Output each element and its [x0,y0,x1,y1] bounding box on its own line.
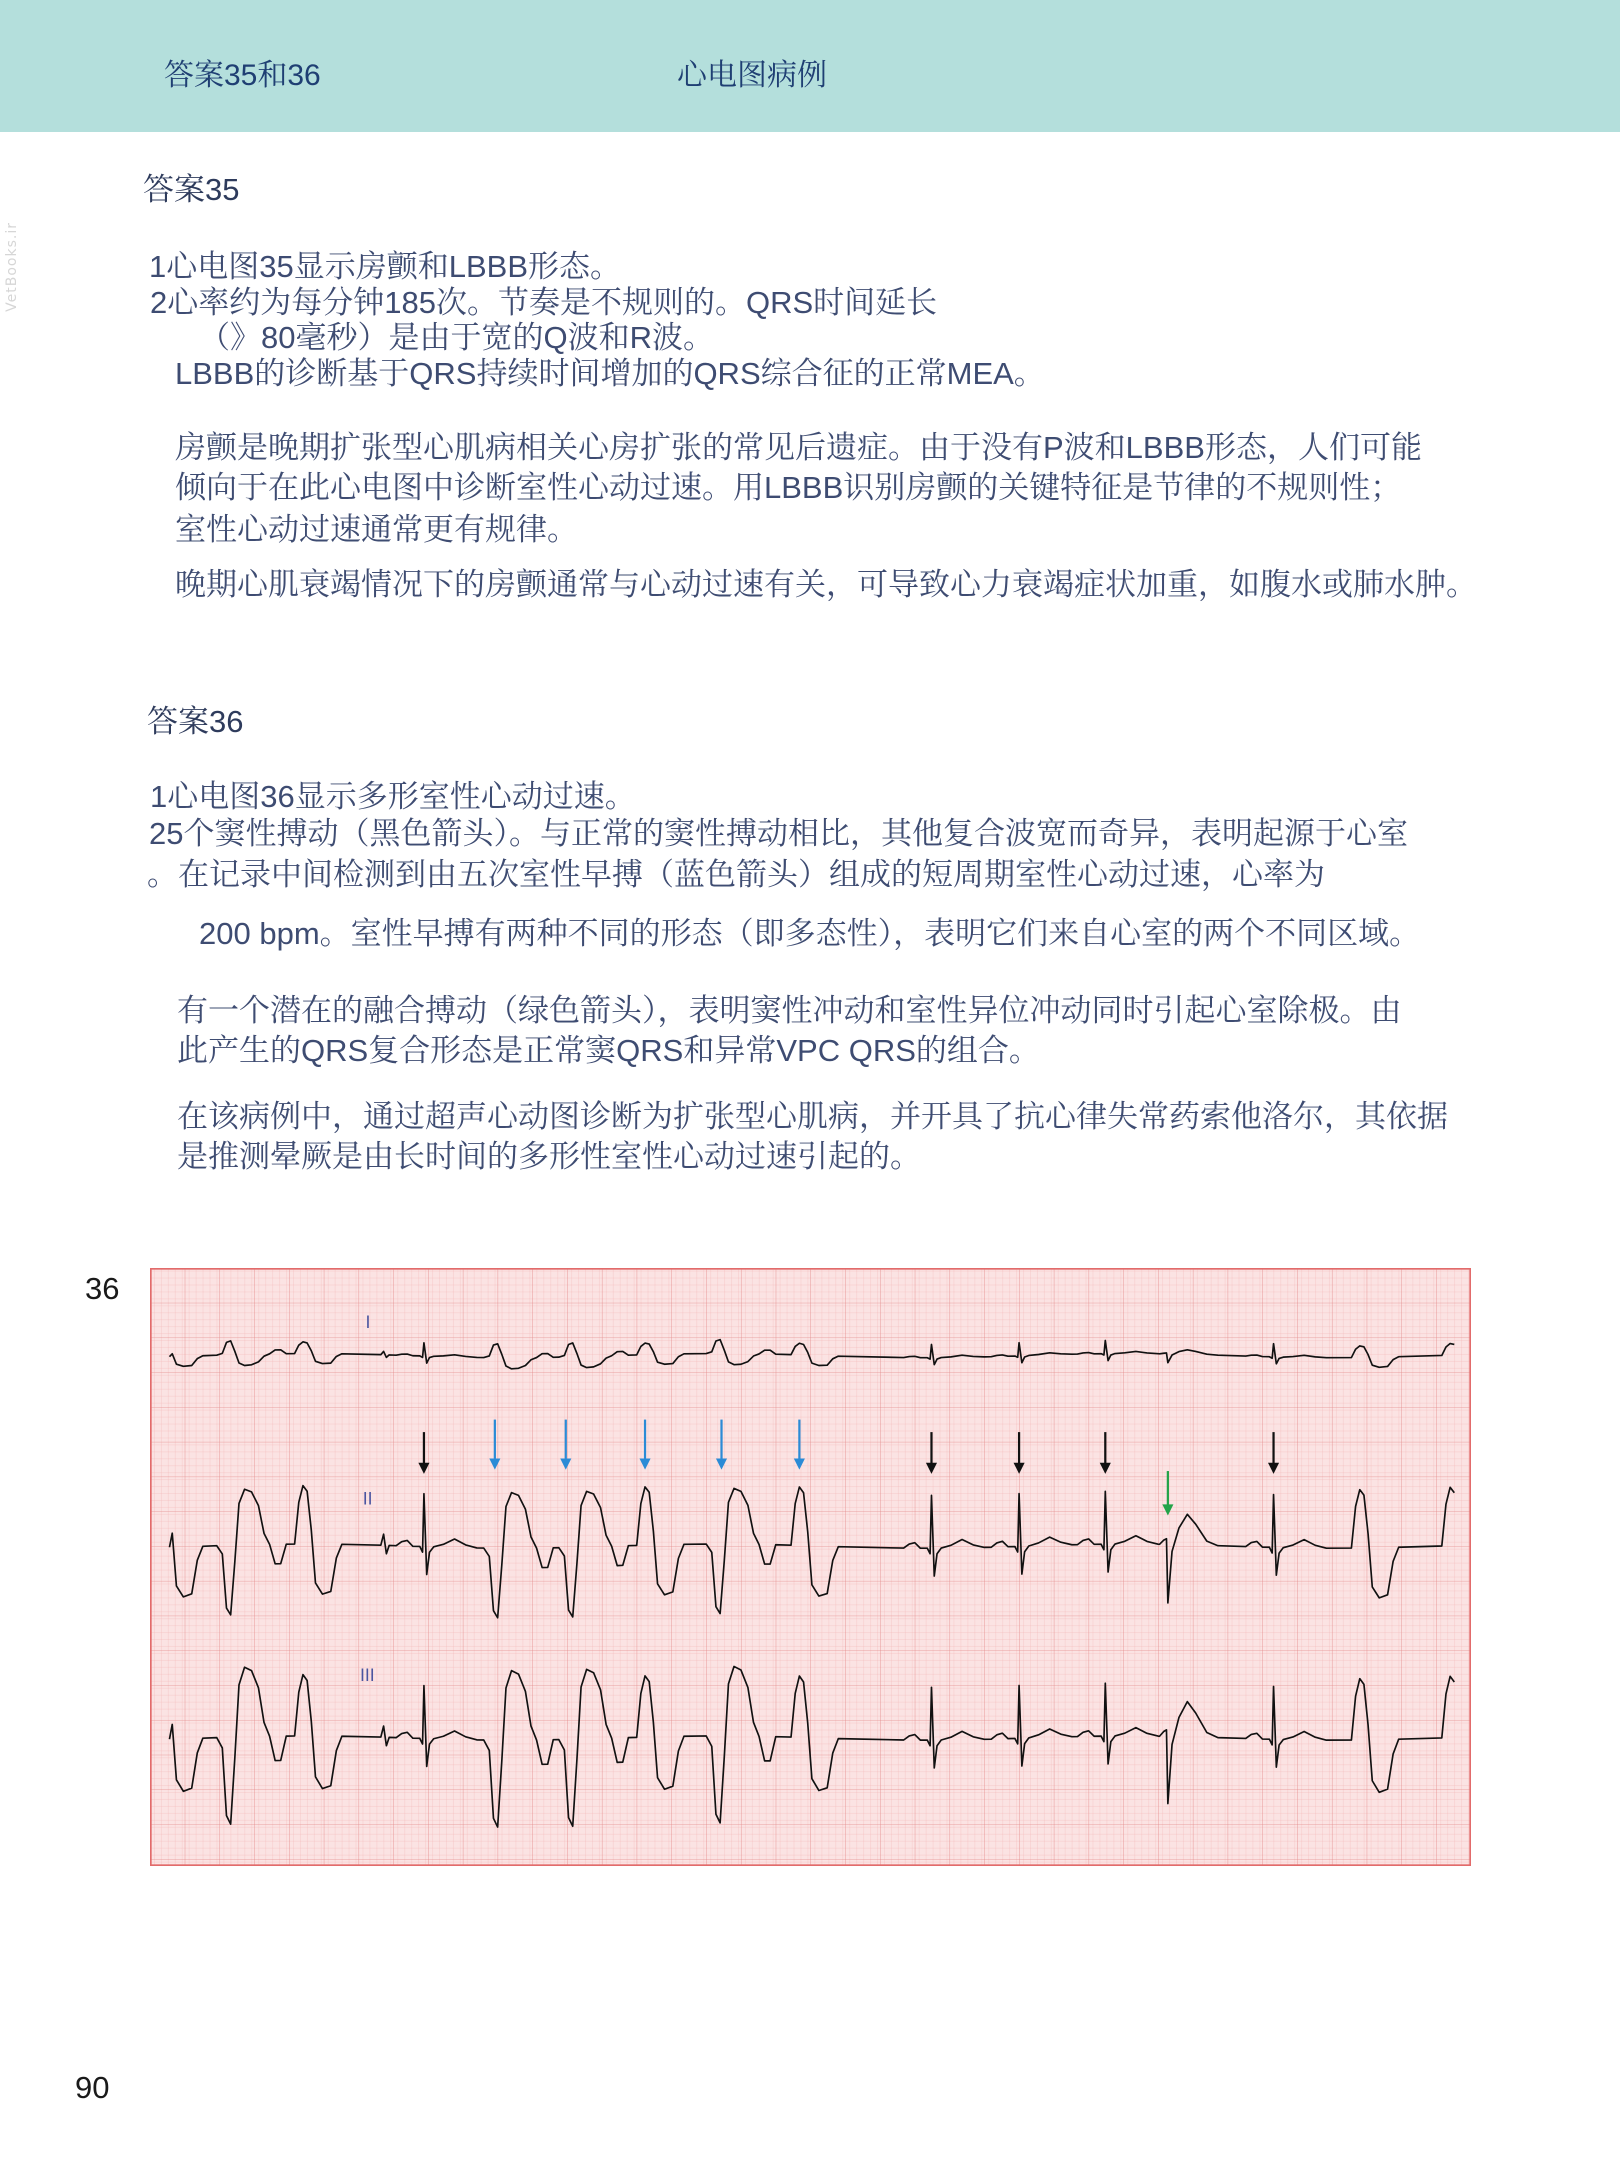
answer35-line-4: LBBB的诊断基于QRS持续时间增加的QRS综合征的正常MEA。 [175,356,1045,391]
page-number: 90 [75,2070,110,2105]
answer36-line-4: 200 bpm。室性早搏有两种不同的形态（即多态性），表明它们来自心室的两个不同区域。 [199,916,1421,951]
lead-label-iii: III [359,1666,375,1686]
answer36-para1-line-2: 此产生的QRS复合形态是正常窦QRS和异常VPC QRS的组合。 [177,1033,1040,1068]
answer36-line-3: 。在记录中间检测到由五次室性早搏（蓝色箭头）组成的短周期室性心动过速，心率为 [147,857,1325,892]
answer36-line-2: 25个窦性搏动（黑色箭头）。与正常的窦性搏动相比，其他复合波宽而奇异，表明起源于心室 [149,816,1408,851]
answer35-para2-line-1: 晚期心肌衰竭情况下的房颤通常与心动过速有关，可导致心力衰竭症状加重，如腹水或肺水肿。 [175,567,1477,602]
answer36-para2-line-2: 是推测晕厥是由长时间的多形性室性心动过速引起的。 [177,1139,921,1174]
answer35-para1-line-3: 室性心动过速通常更有规律。 [175,512,578,547]
header-chapter-title: 心电图病例 [677,59,827,92]
answer35-para1-line-1: 房颤是晚期扩张型心肌病相关心房扩张的常见后遗症。由于没有P波和LBBB形态，人们可能 [175,430,1422,465]
watermark: VetBooks.ir [4,222,20,312]
answer35-line-1: 1心电图35显示房颤和LBBB形态。 [149,249,621,284]
answer35-title: 答案35 [143,172,240,207]
answer36-para2-line-1: 在该病例中，通过超声心动图诊断为扩张型心肌病，并开具了抗心律失常药索他洛尔，其依据 [177,1099,1448,1134]
answer35-para1-line-2: 倾向于在此心电图中诊断室性心动过速。用LBBB识别房颤的关键特征是节律的不规则性； [175,470,1402,505]
ecg-figure [150,1268,1471,1866]
lead-label-i: I [365,1312,371,1332]
header-bar [0,0,1620,132]
figure-label: 36 [85,1271,120,1306]
ecg-strip [150,1268,1471,1866]
answer36-para1-line-1: 有一个潜在的融合搏动（绿色箭头），表明窦性冲动和室性异位冲动同时引起心室除极。由 [177,993,1402,1028]
answer35-line-2: 2心率约为每分钟185次。节奏是不规则的。QRS时间延长 [150,285,938,320]
lead-label-ii: II [362,1489,373,1509]
header-section-title: 答案35和36 [164,59,321,92]
answer35-line-3: （》80毫秒）是由于宽的Q波和R波。 [199,320,714,355]
answer36-line-1: 1心电图36显示多形室性心动过速。 [150,779,636,814]
answer36-title: 答案36 [147,704,244,739]
